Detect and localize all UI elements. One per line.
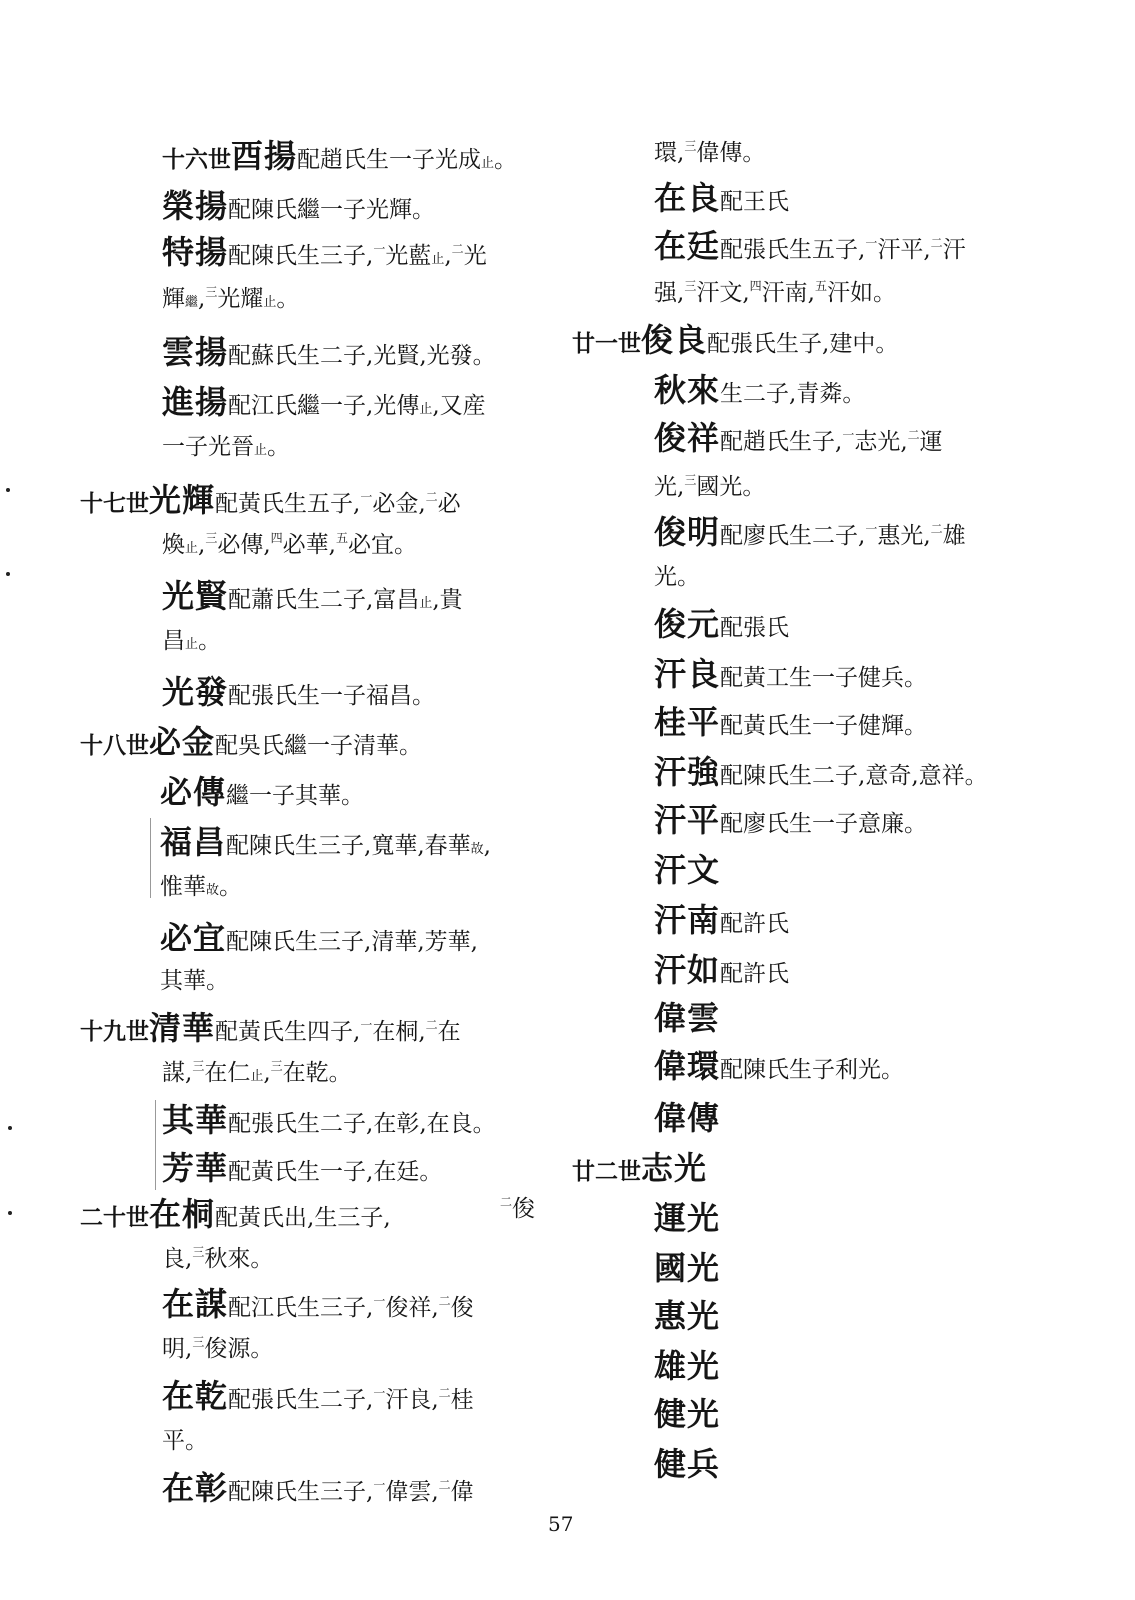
entry-text: 光耀: [217, 286, 264, 312]
entry-jinyang: [162, 383, 486, 421]
person-name: 在乾: [162, 1377, 229, 1415]
person-name: 光發: [162, 673, 229, 711]
person-name: 俊元: [654, 605, 721, 643]
person-name: 光輝: [149, 481, 216, 519]
entry-text: 配黃氏生四子,: [215, 1019, 361, 1045]
entry-zaiting-cont: [654, 280, 896, 305]
generation-label: 十六世: [162, 146, 231, 173]
person-name: 汗南: [654, 901, 721, 939]
entry-text: 偉雲,: [385, 1479, 439, 1505]
person-name: 健光: [654, 1395, 721, 1433]
entry-text: ,: [198, 532, 206, 558]
entry-text: 必宜。: [348, 532, 417, 558]
entry-21st-junliang: [572, 321, 899, 359]
ordinal-mark: 二: [930, 522, 943, 536]
ordinal-mark: 三: [684, 279, 697, 293]
ordinal-mark: 二: [930, 236, 943, 250]
ordinal-mark: 五: [335, 531, 348, 545]
entry-text: 配黃氏生一子健輝。: [720, 713, 928, 739]
entry-text: ,: [198, 286, 206, 312]
person-name: 汗文: [654, 851, 721, 889]
ordinal-mark: 二: [438, 1478, 451, 1492]
entry-zaiqian: [162, 1377, 474, 1415]
status-note: 止: [419, 596, 433, 611]
entry-text: 光藍: [385, 243, 432, 269]
scan-speck: [8, 1211, 12, 1215]
person-name: 必宜: [160, 919, 227, 957]
entry-guiping: [654, 703, 928, 741]
person-name: 偉環: [654, 1047, 721, 1085]
entry-text: 强,: [654, 280, 685, 306]
person-name: 汗良: [654, 655, 721, 693]
entry-teyang-cont: [162, 286, 299, 311]
entry-text: 汗平,: [877, 237, 931, 263]
ordinal-mark: 二: [500, 1195, 513, 1209]
entry-fuchang: [160, 823, 491, 861]
entry-hanliang: [654, 655, 928, 693]
status-note: 止: [185, 541, 199, 556]
entry-text: 配廖氏生一子意廉。: [720, 811, 928, 837]
person-name: 進揚: [162, 383, 229, 421]
entry-text: 配江氏生三子,: [228, 1295, 374, 1321]
entry-text: 在仁: [204, 1060, 251, 1086]
person-name: 雄光: [654, 1347, 721, 1385]
entry-text: 汗文,: [696, 280, 750, 306]
entry-text: 俊祥,: [385, 1295, 439, 1321]
entry-weichuan: [654, 1099, 721, 1137]
entry-text: 配黃氏生一子,在廷。: [228, 1159, 443, 1185]
entry-text: ,: [263, 1060, 271, 1086]
person-name: 在良: [654, 179, 721, 217]
entry-bichuan: [160, 773, 365, 811]
entry-text: ,: [444, 243, 452, 269]
entry-text: 雄: [942, 523, 966, 549]
entry-text: 平。: [162, 1428, 208, 1454]
status-note: 止: [254, 443, 268, 458]
entry-text: 配江氏繼一子,光傳: [228, 393, 420, 419]
entry-text: 在桐,: [372, 1019, 426, 1045]
entry-text: 運: [919, 429, 943, 455]
entry-text: 配黃氏出,生三子,: [215, 1205, 391, 1231]
entry-17th-cont: [162, 532, 417, 557]
entry-hanwen: [654, 851, 721, 889]
entry-text: 必: [437, 491, 461, 517]
entry-jianbing: [654, 1445, 721, 1483]
entry-text: 光。: [654, 564, 700, 590]
entry-guangxian: [162, 577, 463, 615]
ordinal-mark: 一: [865, 236, 878, 250]
entry-text: 光,: [654, 474, 685, 500]
entry-junming: [654, 513, 966, 551]
ordinal-mark: 五: [814, 279, 827, 293]
entry-zailiang: [654, 179, 790, 217]
entry-text: 必華,: [282, 532, 336, 558]
entry-text: 配張氏生二子,在彰,在良。: [228, 1111, 496, 1137]
entry-text: 。: [267, 434, 291, 460]
entry-zaiqian-cont: [162, 1430, 208, 1453]
entry-text: 一子光晉: [162, 434, 254, 460]
entry-text: 配陳氏繼一子光輝。: [228, 197, 436, 223]
entry-text: 桂: [450, 1387, 474, 1413]
entry-junxiang: [654, 419, 943, 457]
entry-junyuan: [654, 605, 790, 643]
entry-guoguang: [654, 1249, 721, 1287]
person-name: 俊良: [641, 321, 708, 359]
ordinal-mark: 四: [749, 279, 762, 293]
entry-text: 汗如。: [826, 280, 896, 306]
entry-17th-guanghui: [80, 481, 461, 519]
entry-text: 。: [219, 874, 243, 900]
entry-text: 配陳氏生三子,寬華,春華: [226, 833, 471, 859]
entry-text: 配黃氏生五子,: [215, 491, 361, 517]
entry-text: 必金,: [372, 491, 426, 517]
status-note: 止: [419, 402, 433, 417]
entry-zaiting: [654, 227, 966, 265]
scan-speck: [6, 572, 10, 576]
entry-text: 汗南,: [761, 280, 815, 306]
entry-qihua: [162, 1101, 496, 1139]
entry-text: 配許氏: [720, 911, 790, 937]
entry-text: 在: [437, 1019, 461, 1045]
generation-label: 十八世: [80, 732, 149, 759]
person-name: 其華: [162, 1101, 229, 1139]
entry-text: 明,: [162, 1336, 193, 1362]
entry-text: ,又産: [432, 393, 486, 419]
entry-text: 配張氏生子,建中。: [707, 331, 899, 357]
entry-huiguang: [654, 1297, 721, 1335]
person-name: 必傳: [160, 773, 227, 811]
entry-junming-cont: [654, 566, 700, 589]
entry-text: 環,: [654, 140, 685, 166]
generation-label: 廿一世: [572, 330, 641, 357]
entry-text: 光: [463, 243, 487, 269]
entry-rongyang: [162, 187, 436, 225]
scan-speck: [8, 1126, 12, 1130]
entry-biyi: [160, 919, 478, 957]
ordinal-mark: 一: [360, 490, 373, 504]
entry-text: ,貴: [432, 587, 463, 613]
ordinal-mark: 一: [360, 1018, 373, 1032]
entry-text: 配蘇氏生二子,光賢,光發。: [228, 343, 496, 369]
entry-text: 配許氏: [720, 961, 790, 987]
person-name: 運光: [654, 1199, 721, 1237]
entry-text: ,: [483, 833, 491, 859]
person-name: 秋來: [654, 371, 721, 409]
entry-jinyang-cont: [162, 436, 290, 459]
ordinal-mark: 三: [192, 1245, 205, 1259]
ordinal-mark: 三: [192, 1335, 205, 1349]
entry-text: 。: [198, 628, 222, 654]
status-note: 止: [263, 295, 277, 310]
entry-guangxian-cont: [162, 630, 221, 653]
entry-text: 配張氏生二子,: [228, 1387, 374, 1413]
person-name: 必金: [149, 723, 216, 761]
person-name: 在桐: [149, 1195, 216, 1233]
entry-19th-cont: [162, 1060, 352, 1085]
entry-qiulai: [654, 371, 866, 409]
person-name: 在廷: [654, 227, 721, 265]
entry-text: 輝: [162, 286, 185, 312]
ordinal-mark: 三: [205, 285, 218, 299]
entry-22nd-zhiguang: [572, 1149, 708, 1187]
entry-zaizhang-cont: [654, 140, 765, 165]
entry-text: 配王氏: [720, 189, 790, 215]
entry-text: 配張氏生五子,: [720, 237, 866, 263]
entry-text: 汗: [942, 237, 966, 263]
entry-text: 配黃工生一子健兵。: [720, 665, 928, 691]
person-name: 酉揚: [231, 137, 298, 175]
entry-text: 配廖氏生二子,: [720, 523, 866, 549]
entry-zaimou-cont: [162, 1336, 273, 1361]
entry-teyang: [162, 233, 487, 271]
generation-label: 十七世: [80, 490, 149, 517]
status-note: 止: [431, 252, 445, 267]
ordinal-mark: 二: [451, 242, 464, 256]
status-note: 故: [470, 842, 484, 857]
ordinal-mark: 一: [373, 1386, 386, 1400]
entry-yunguang: [654, 1199, 721, 1237]
entry-guangfa: [162, 673, 436, 711]
entry-text: 良,: [162, 1246, 193, 1272]
entry-text: 繼一子其華。: [226, 783, 365, 809]
person-name: 俊祥: [654, 419, 721, 457]
entry-hanping: [654, 801, 928, 839]
entry-text: 配陳氏生三子,: [228, 1479, 374, 1505]
entry-text: 惟華: [160, 874, 206, 900]
entry-text: 配陳氏生三子,清華,芳華,: [226, 929, 478, 955]
entry-20th-sep: [500, 1196, 535, 1221]
ordinal-mark: 一: [373, 1294, 386, 1308]
entry-text: 俊: [512, 1196, 536, 1222]
entry-text: 必傳,: [217, 532, 271, 558]
entry-text: 配陳氏生三子,: [228, 243, 374, 269]
entry-20th-zaitong: [80, 1195, 391, 1233]
ordinal-mark: 二: [425, 490, 438, 504]
ordinal-mark: 二: [438, 1294, 451, 1308]
person-name: 桂平: [654, 703, 721, 741]
entry-fanghua: [162, 1149, 443, 1187]
margin-rule: [150, 818, 151, 898]
ordinal-mark: 二: [438, 1386, 451, 1400]
entry-text: 生二子,青粦。: [720, 381, 866, 407]
status-note: 止: [250, 1069, 264, 1084]
generation-label: 廿二世: [572, 1158, 641, 1185]
entry-text: 俊源。: [204, 1336, 274, 1362]
status-note: 繼: [185, 295, 199, 310]
generation-label: 十九世: [80, 1018, 149, 1045]
entry-text: 惠光,: [877, 523, 931, 549]
ordinal-mark: 一: [373, 1478, 386, 1492]
ordinal-mark: 一: [842, 428, 855, 442]
person-name: 健兵: [654, 1445, 721, 1483]
ordinal-mark: 三: [684, 139, 697, 153]
person-name: 榮揚: [162, 187, 229, 225]
entry-weiyun: [654, 999, 721, 1037]
entry-text: 志光,: [854, 429, 908, 455]
status-note: 止: [481, 156, 495, 171]
entry-junxiang-cont: [654, 474, 765, 499]
entry-text: 。: [276, 286, 300, 312]
person-name: 雲揚: [162, 333, 229, 371]
entry-zaimou: [162, 1285, 474, 1323]
entry-text: 偉傳。: [696, 140, 766, 166]
entry-text: 其華。: [160, 968, 229, 994]
entry-xiongguang: [654, 1347, 721, 1385]
ordinal-mark: 三: [205, 531, 218, 545]
entry-text: 配趙氏生一子光成: [297, 147, 482, 173]
entry-16th-youyang: [162, 137, 518, 175]
entry-text: 秋來。: [204, 1246, 274, 1272]
entry-hannan: [654, 901, 790, 939]
entry-text: 。: [494, 147, 518, 173]
entry-text: 配蕭氏生二子,富昌: [228, 587, 420, 613]
status-note: 止: [185, 637, 199, 652]
entry-text: 俊: [450, 1295, 474, 1321]
person-name: 國光: [654, 1249, 721, 1287]
person-name: 特揚: [162, 233, 229, 271]
entry-text: 偉: [450, 1479, 474, 1505]
entry-biyi-cont: [160, 970, 229, 993]
person-name: 芳華: [162, 1149, 229, 1187]
entry-text: 配趙氏生子,: [720, 429, 843, 455]
person-name: 志光: [641, 1149, 708, 1187]
entry-text: 配張氏生一子福昌。: [228, 683, 436, 709]
entry-text: 配陳氏生二子,意奇,意祥。: [720, 763, 988, 789]
entry-yunyang: [162, 333, 496, 371]
margin-rule: [155, 1100, 156, 1190]
person-name: 在彰: [162, 1469, 229, 1507]
ordinal-mark: 二: [425, 1018, 438, 1032]
entry-text: 昌: [162, 628, 185, 654]
entry-text: 謀,: [162, 1060, 193, 1086]
person-name: 清華: [149, 1009, 216, 1047]
person-name: 偉傳: [654, 1099, 721, 1137]
entry-text: 配吳氏繼一子清華。: [215, 733, 423, 759]
person-name: 汗如: [654, 951, 721, 989]
ordinal-mark: 三: [192, 1059, 205, 1073]
entry-text: 國光。: [696, 474, 766, 500]
page-number: 57: [548, 1512, 574, 1536]
ordinal-mark: 一: [865, 522, 878, 536]
person-name: 汗平: [654, 801, 721, 839]
entry-text: 汗良,: [385, 1387, 439, 1413]
entry-text: 配陳氏生子利光。: [720, 1057, 905, 1083]
person-name: 惠光: [654, 1297, 721, 1335]
person-name: 俊明: [654, 513, 721, 551]
entry-hanqiang: [654, 753, 988, 791]
entry-18th-bijin: [80, 723, 423, 761]
entry-jianguang: [654, 1395, 721, 1433]
ordinal-mark: 四: [270, 531, 283, 545]
entry-text: 配張氏: [720, 615, 790, 641]
person-name: 福昌: [160, 823, 227, 861]
entry-weihuan: [654, 1047, 905, 1085]
entry-hanru: [654, 951, 790, 989]
scan-speck: [6, 488, 10, 492]
person-name: 在謀: [162, 1285, 229, 1323]
person-name: 偉雲: [654, 999, 721, 1037]
ordinal-mark: 三: [270, 1059, 283, 1073]
ordinal-mark: 一: [373, 242, 386, 256]
status-note: 故: [206, 883, 220, 898]
person-name: 光賢: [162, 577, 229, 615]
entry-text: 在乾。: [282, 1060, 352, 1086]
person-name: 汗強: [654, 753, 721, 791]
generation-label: 二十世: [80, 1204, 149, 1231]
entry-19th-qinghua: [80, 1009, 461, 1047]
ordinal-mark: 二: [907, 428, 920, 442]
entry-fuchang-cont: [160, 876, 242, 899]
entry-20th-cont: [162, 1246, 273, 1271]
entry-text: 煥: [162, 532, 185, 558]
ordinal-mark: 三: [684, 473, 697, 487]
entry-zaizhang: [162, 1469, 474, 1507]
